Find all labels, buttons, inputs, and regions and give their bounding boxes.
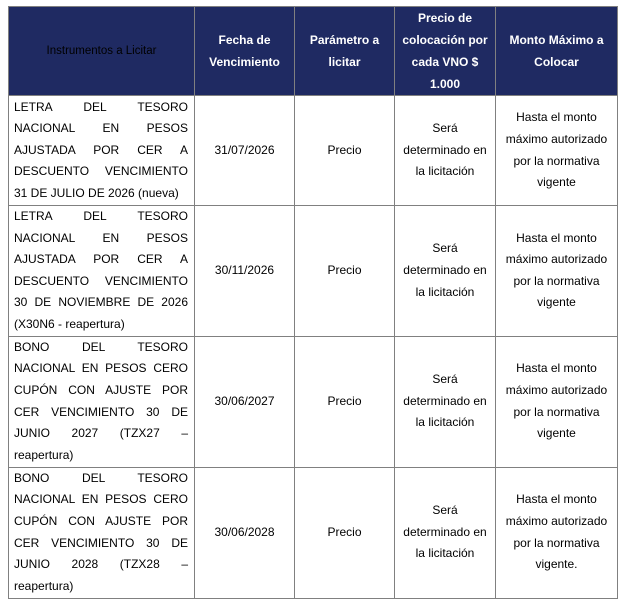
cell-price: Será determinado en la licitación: [395, 336, 496, 467]
header-max-amount: Monto Máximo a Colocar: [496, 7, 618, 96]
cell-maturity: 31/07/2026: [195, 96, 295, 206]
cell-instrument: LETRA DEL TESORO NACIONAL EN PESOS AJUSTADA POR CER A DESCUENTO VENCIMIENTO 31 DE JULIO DE 2026 (nueva): [9, 96, 195, 206]
header-maturity: Fecha de Vencimiento: [195, 7, 295, 96]
cell-price: Será determinado en la licitación: [395, 206, 496, 337]
cell-max-amount: Hasta el monto máximo autorizado por la normativa vigente: [496, 206, 618, 337]
cell-max-amount: Hasta el monto máximo autorizado por la normativa vigente.: [496, 467, 618, 598]
cell-parameter: Precio: [295, 336, 395, 467]
cell-price: Será determinado en la licitación: [395, 467, 496, 598]
cell-instrument: BONO DEL TESORO NACIONAL EN PESOS CERO CUPÓN CON AJUSTE POR CER VENCIMIENTO 30 DE JUNIO 2027 (TZX27 – reapertura): [9, 336, 195, 467]
cell-maturity: 30/11/2026: [195, 206, 295, 337]
cell-maturity: 30/06/2027: [195, 336, 295, 467]
cell-parameter: Precio: [295, 96, 395, 206]
table-row: [9, 206, 618, 337]
table-row: [9, 96, 618, 206]
table-header-row: [9, 7, 618, 96]
header-parameter: Parámetro a licitar: [295, 7, 395, 96]
cell-instrument: LETRA DEL TESORO NACIONAL EN PESOS AJUSTADA POR CER A DESCUENTO VENCIMIENTO 30 DE NOVIEMBRE DE 2026 (X30N6 - reapertura): [9, 206, 195, 337]
table-row: [9, 467, 618, 598]
cell-instrument: BONO DEL TESORO NACIONAL EN PESOS CERO CUPÓN CON AJUSTE POR CER VENCIMIENTO 30 DE JUNIO 2028 (TZX28 – reapertura): [9, 467, 195, 598]
cell-parameter: Precio: [295, 467, 395, 598]
table-row: [9, 336, 618, 467]
cell-max-amount: Hasta el monto máximo autorizado por la normativa vigente: [496, 96, 618, 206]
cell-maturity: 30/06/2028: [195, 467, 295, 598]
cell-max-amount: Hasta el monto máximo autorizado por la normativa vigente: [496, 336, 618, 467]
cell-parameter: Precio: [295, 206, 395, 337]
cell-price: Será determinado en la licitación: [395, 96, 496, 206]
bond-auction-table: [8, 6, 618, 599]
header-instrument: Instrumentos a Licitar: [9, 7, 195, 96]
header-price: Precio de colocación por cada VNO $ 1.000: [395, 7, 496, 96]
